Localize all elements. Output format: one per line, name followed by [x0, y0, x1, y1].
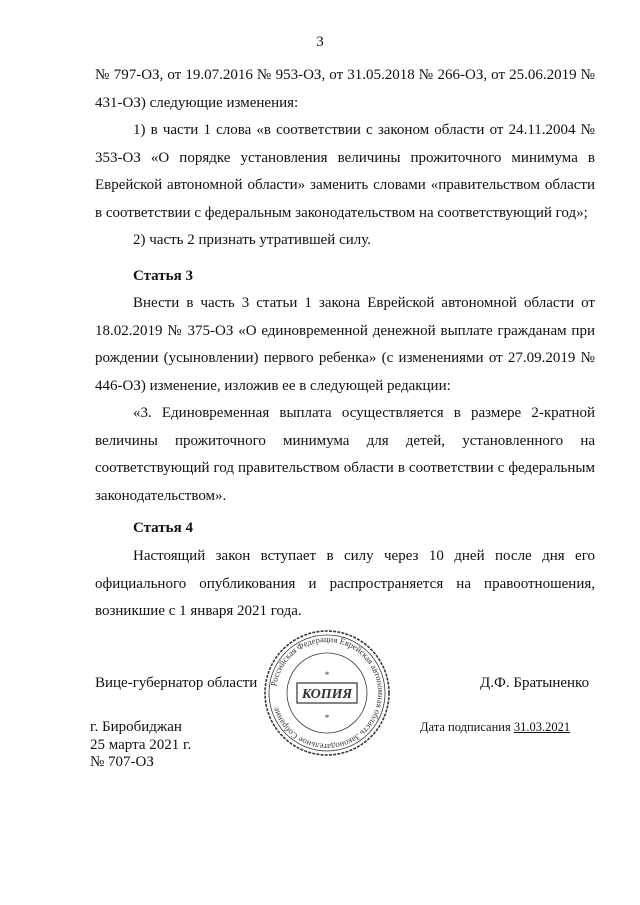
signing-date [420, 720, 570, 735]
stamp-star-icon: * [324, 670, 330, 680]
article-3-body [95, 290, 595, 510]
article-3-paragraph-2: «3. Единовременная выплата осуществляется в размере 2-кратной величины прожиточного минимума для детей, установленного на соответствующий год правительством области в соответствии с федеральным законодательством». [95, 405, 595, 504]
article-4-heading: Статья 4 [133, 520, 193, 536]
article-4-paragraph-1: Настоящий закон вступает в силу через 10 дней после дня его официального опубликования и распространяется на правоотношения, возникшие с 1 января 2021 года. [95, 548, 595, 619]
city: г. Биробиджан [90, 719, 182, 735]
law-date: 25 марта 2021 г. [90, 736, 192, 753]
place-date-number [90, 719, 191, 772]
article-3-heading: Статья 3 [133, 268, 193, 284]
signatory-name: Д.Ф. Братыненко [480, 675, 590, 691]
law-number: № 707-ОЗ [90, 754, 154, 770]
stamp-star-icon: * [324, 713, 330, 723]
intro-item-1: 1) в части 1 слова «в соответствии с законом области от 24.11.2004 № 353-ОЗ «О порядке установления величины прожиточного минимума в Еврейской автономной области» заменить словами «правительством области в соответствии с федеральным законодательством на соответствующий год»; [95, 122, 595, 221]
article-3-paragraph-1: Внести в часть 3 статьи 1 закона Еврейской автономной области от 18.02.2019 № 375-ОЗ «О единовременной денежной выплате гражданам при рождении (усыновлении) первого ребенка» (с изменениями от 27.09.2019 № 446-ОЗ) изменение, изложив ее в следующей редакции: [95, 295, 595, 394]
page-number: 3 [316, 34, 324, 50]
signatory-position: Вице-губернатор области [95, 675, 258, 691]
stamp-center-text: КОПИЯ [301, 687, 353, 702]
intro-block [95, 62, 595, 255]
intro-item-2: 2) часть 2 признать утратившей силу. [133, 232, 372, 248]
article-4-body [95, 543, 595, 626]
intro-paragraph: № 797-ОЗ, от 19.07.2016 № 953-ОЗ, от 31.05.2018 № 266-ОЗ, от 25.06.2019 № 431-ОЗ) следующие изменения: [95, 67, 595, 111]
official-stamp [262, 628, 392, 758]
signing-date-label: Дата подписания [420, 720, 514, 734]
signing-date-value: 31.03.2021 [513, 720, 571, 734]
stamp-ring-text: Российская Федерация Еврейская автономная область Законодательное Собрание [268, 633, 387, 753]
